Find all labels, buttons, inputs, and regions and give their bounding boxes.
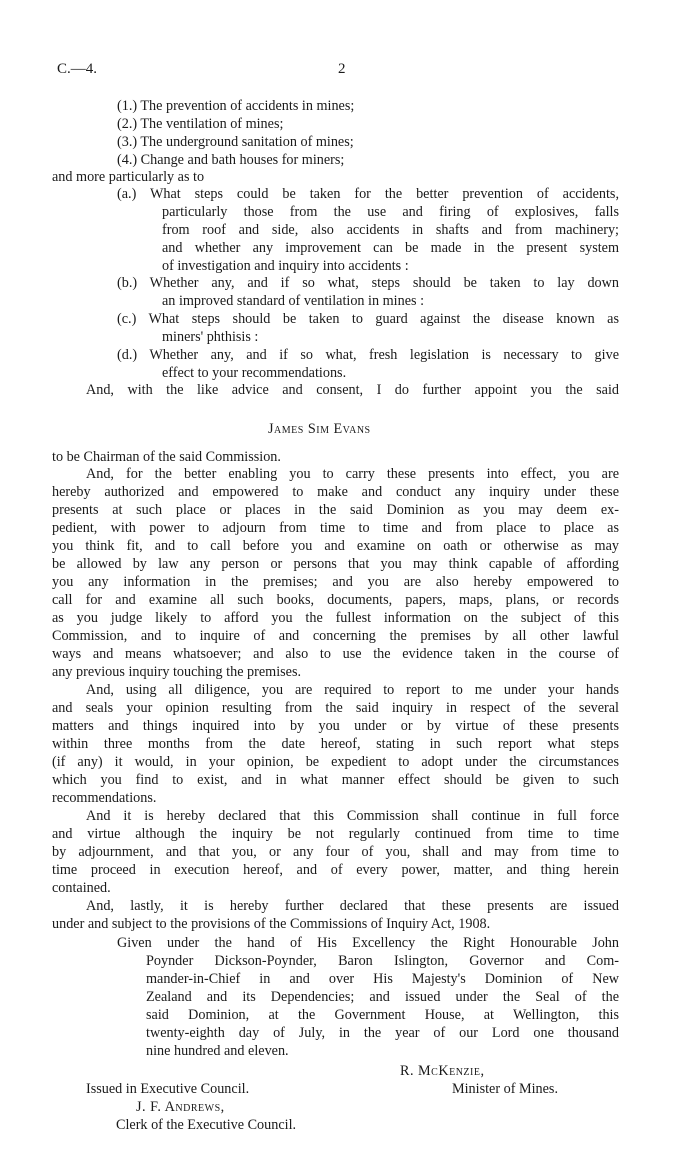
paragraph-line: ways and means whatsoever; and also to use the evidence taken in the course of — [52, 646, 619, 662]
clerk-name: J. F. Andrews, — [136, 1099, 225, 1115]
page-number: 2 — [338, 61, 346, 77]
list-item: (4.) Change and bath houses for miners; — [117, 152, 345, 168]
lead-text: and more particularly as to — [52, 169, 205, 185]
list-item-continuation: from roof and side, also accidents in shafts and from machinery; — [162, 222, 619, 238]
given-clause-line: Zealand and its Dependencies; and issued under the Seal of the — [146, 989, 619, 1005]
given-clause-line: Poynder Dickson-Poynder, Baron Islington, Governor and Com- — [146, 953, 619, 969]
list-item-continuation: effect to your recommendations. — [162, 365, 347, 381]
paragraph-line: time proceed in execution hereof, and of every power, matter, and thing herein — [52, 862, 619, 878]
paragraph-line: as you judge likely to afford you the fullest information on the subject of this — [52, 610, 619, 626]
signer-title: Minister of Mines. — [452, 1081, 559, 1097]
paragraph-line: Commission, and to inquire of and concerning the premises by all other lawful — [52, 628, 619, 644]
paragraph-line: call for and examine all such books, documents, papers, maps, plans, or records — [52, 592, 619, 608]
given-clause-line: nine hundred and eleven. — [146, 1043, 289, 1059]
paragraph-line: and virtue although the inquiry be not regularly continued from time to time — [52, 826, 619, 842]
paragraph-line: by adjournment, and that you, or any four of you, shall and may from time to — [52, 844, 619, 860]
list-item-continuation: and whether any improvement can be made in the present system — [162, 240, 619, 256]
list-item: (c.) What steps should be taken to guard against the disease known as — [117, 311, 619, 327]
paragraph-line: And, using all diligence, you are required to report to me under your hands — [86, 682, 619, 698]
paragraph-line: And, for the better enabling you to carry these presents into effect, you are — [86, 466, 619, 482]
paragraph-line: contained. — [52, 880, 111, 896]
list-item: (b.) Whether any, and if so what, steps should be taken to lay down — [117, 275, 619, 291]
given-clause-line: Given under the hand of His Excellency the Right Honourable John — [117, 935, 619, 951]
document-reference: C.—4. — [57, 61, 98, 77]
paragraph-line: (if any) it would, in your opinion, be expedient to adopt under the circumstances — [52, 754, 619, 770]
paragraph-line: matters and things inquired into by you under or by virtue of these presents — [52, 718, 619, 734]
appointment-line: And, with the like advice and consent, I do further appoint you the said — [86, 382, 619, 398]
list-item-continuation: particularly those from the use and firing of explosives, falls — [162, 204, 619, 220]
list-item: (a.) What steps could be taken for the better prevention of accidents, — [117, 186, 619, 202]
paragraph-line: you think fit, and to call before you and examine on oath or otherwise as may — [52, 538, 619, 554]
given-clause-line: said Dominion, at the Government House, at Wellington, this — [146, 1007, 619, 1023]
paragraph-line: under and subject to the provisions of the Commissions of Inquiry Act, 1908. — [52, 916, 491, 932]
clerk-title: Clerk of the Executive Council. — [116, 1117, 297, 1133]
given-clause-line: mander-in-Chief in and over His Majesty's Dominion of New — [146, 971, 619, 987]
paragraph-line: be allowed by law any person or persons that you may think capable of affording — [52, 556, 619, 572]
paragraph-line: hereby authorized and empowered to make and conduct any inquiry under these — [52, 484, 619, 500]
paragraph-line: pedient, with power to adjourn from time to time and from place to place as — [52, 520, 619, 536]
paragraph-line: which you find to exist, and in what manner effect should be given to such — [52, 772, 619, 788]
paragraph-line: and seals your opinion resulting from the said inquiry in respect of the several — [52, 700, 619, 716]
list-item-continuation: miners' phthisis : — [162, 329, 259, 345]
paragraph-line: within three months from the date hereof, stating in such report what steps — [52, 736, 619, 752]
list-item: (1.) The prevention of accidents in mines; — [117, 98, 355, 114]
list-item-continuation: of investigation and inquiry into accidents : — [162, 258, 409, 274]
list-item: (3.) The underground sanitation of mines; — [117, 134, 354, 150]
paragraph-line: any previous inquiry touching the premises. — [52, 664, 302, 680]
given-clause-line: twenty-eighth day of July, in the year of our Lord one thousand — [146, 1025, 619, 1041]
paragraph-line: presents at such place or places in the said Dominion as you may deem ex- — [52, 502, 619, 518]
list-item: (d.) Whether any, and if so what, fresh legislation is necessary to give — [117, 347, 619, 363]
issued-line: Issued in Executive Council. — [86, 1081, 250, 1097]
chairman-line: to be Chairman of the said Commission. — [52, 449, 281, 465]
list-item: (2.) The ventilation of mines; — [117, 116, 284, 132]
paragraph-line: you any information in the premises; and you are also hereby empowered to — [52, 574, 619, 590]
paragraph-line: And it is hereby declared that this Commission shall continue in full force — [86, 808, 619, 824]
chairman-name: James Sim Evans — [268, 421, 371, 437]
paragraph-line: recommendations. — [52, 790, 157, 806]
list-item-continuation: an improved standard of ventilation in mines : — [162, 293, 425, 309]
signer-name: R. McKenzie, — [400, 1063, 485, 1079]
paragraph-line: And, lastly, it is hereby further declared that these presents are issued — [86, 898, 619, 914]
